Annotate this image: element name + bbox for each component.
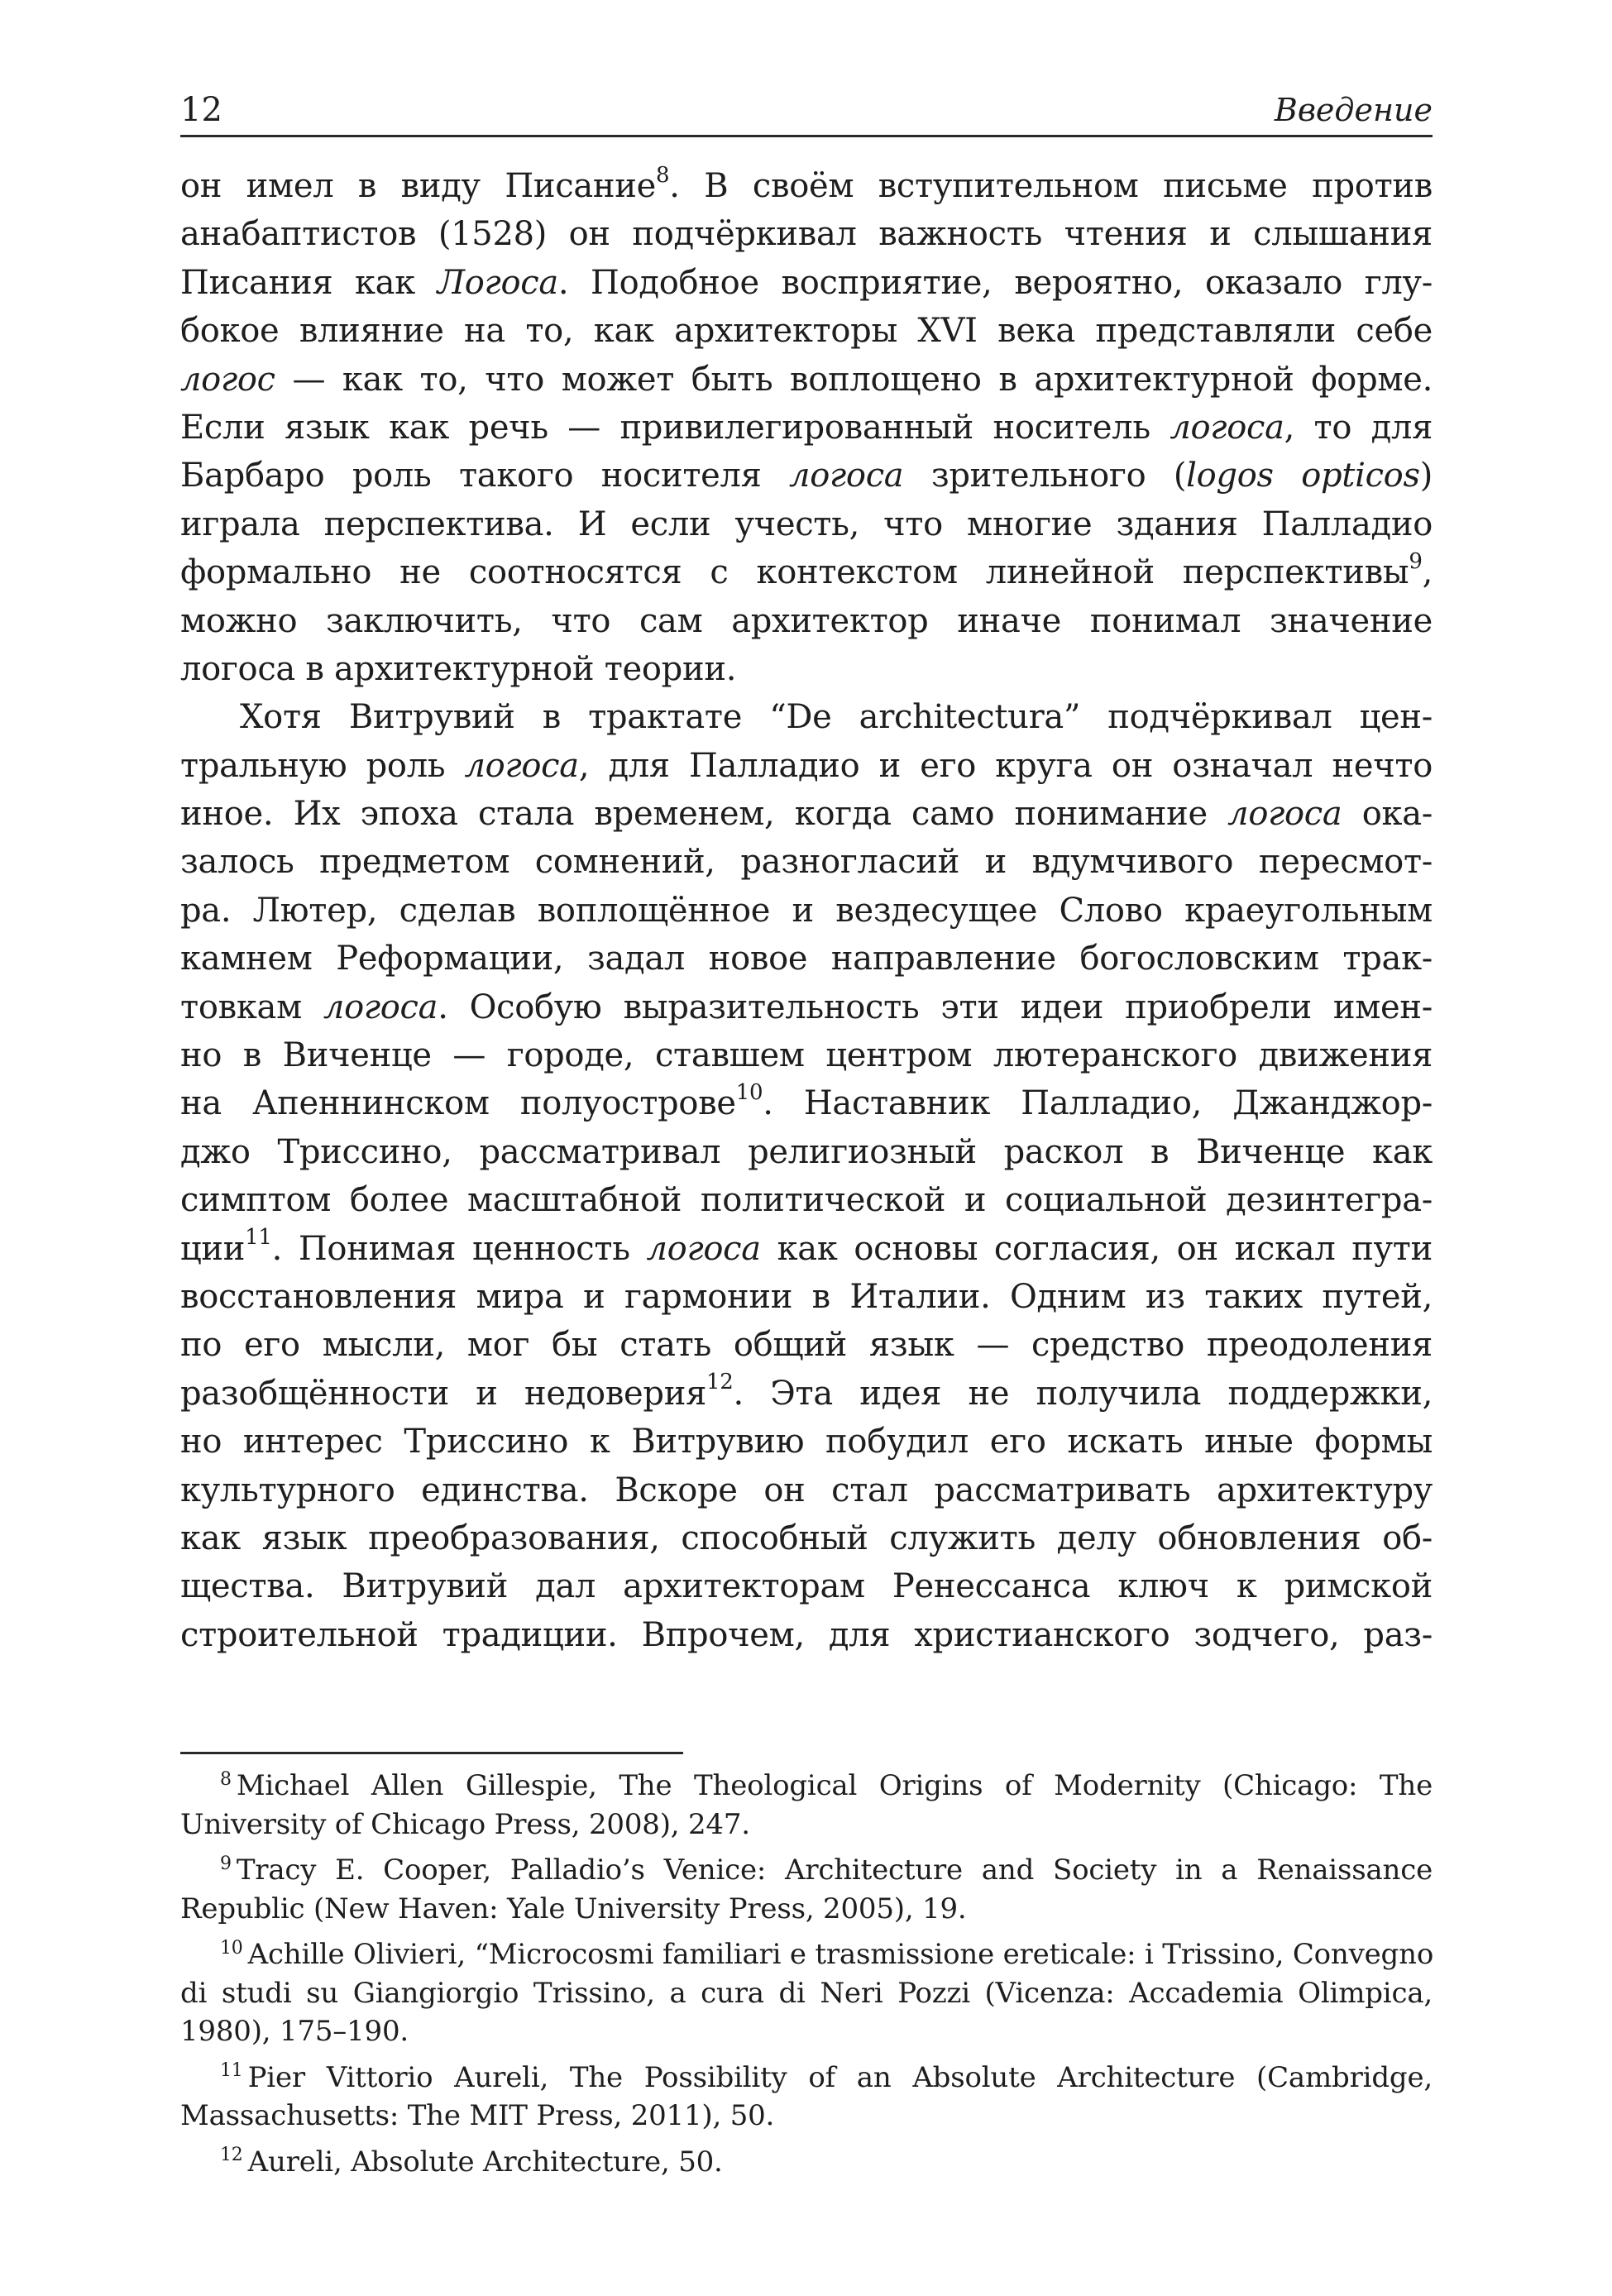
- footnote-line: 1980), 175–190.: [180, 2015, 409, 2048]
- text-line: культурного единства. Вскоре он стал рассматривать архитектуру: [180, 1471, 1433, 1509]
- footnote-line: Republic (New Haven: Yale University Press, 2005), 19.: [180, 1892, 967, 1925]
- text-line: Хотя Витрувий в трактате “De architectura” подчёркивал цен-: [240, 698, 1433, 737]
- text-line: бокое влияние на то, как архитекторы XVI века представляли себе: [180, 312, 1433, 351]
- text-line: но интерес Триссино к Витрувию побудил его искать иные формы: [180, 1423, 1433, 1461]
- text-line: джо Триссино, рассматривал религиозный раскол в Виченце как: [180, 1132, 1433, 1171]
- text-line: щества. Витрувий дал архитекторам Ренессанса ключ к римской: [180, 1567, 1433, 1606]
- text-line: как язык преобразования, способный служить делу обновления об-: [180, 1519, 1433, 1557]
- italic-term: логоса: [1227, 795, 1342, 834]
- text-line: ра. Лютер, сделав воплощённое и вездесущее Слово краеугольным: [180, 891, 1433, 930]
- footnote-line: $^8$ Michael Allen Gillespie, The Theological Origins of Modernity (Chicago: The: [220, 1768, 1433, 1802]
- text-line: логоса в архитектурной теории.: [180, 649, 737, 688]
- text-line: товкам логоса. Особую выразительность эти идеи приобрели имен-: [180, 988, 1433, 1026]
- section-title: Введение: [1274, 92, 1433, 128]
- text-line: играла перспектива. И если учесть, что многие здания Палладио: [180, 505, 1433, 543]
- text-line: Писания как Логоса. Подобное восприятие, вероятно, оказало глу-: [180, 263, 1433, 302]
- text-line: но в Виченце — городе, ставшем центром лютеранского движения: [180, 1036, 1433, 1075]
- footnotes: [180, 1767, 1433, 2188]
- footnote-mark: 8: [220, 1768, 232, 1790]
- paragraph: [180, 693, 1433, 1659]
- footnote-8: [180, 1767, 1433, 1844]
- italic-term: логоса: [323, 988, 438, 1026]
- footnote-ref[interactable]: 8: [656, 162, 670, 188]
- text-line: камнем Реформации, задал новое направление богословским трак-: [180, 940, 1433, 978]
- footnote-12: [180, 2143, 1433, 2182]
- italic-term: логоса: [789, 457, 904, 495]
- page-number: 12: [180, 91, 222, 129]
- footnote-ref[interactable]: 9: [1409, 548, 1423, 574]
- footnote-9: [180, 1851, 1433, 1928]
- footnote-ref[interactable]: 10: [735, 1080, 763, 1106]
- text-line: тральную роль логоса, для Палладио и его круга он означал нечто: [180, 746, 1433, 785]
- text-line: разобщённости и недоверия$^{12}$. Эта идея не получила поддержки,: [180, 1370, 1433, 1413]
- text-line: залось предметом сомнений, разногласий и вдумчивого пересмот-: [180, 843, 1433, 882]
- italic-term: логоса: [464, 746, 579, 785]
- footnote-ref[interactable]: 12: [706, 1370, 734, 1395]
- footnote-mark: 9: [220, 1853, 232, 1874]
- text-line: можно заключить, что сам архитектор иначе понимал значение: [180, 601, 1433, 640]
- footnote-mark: 10: [220, 1937, 243, 1959]
- italic-term: логоса: [1170, 408, 1284, 447]
- text-line: симптом более масштабной политической и социальной дезинтегра-: [180, 1181, 1433, 1220]
- footnote-mark: 11: [220, 2060, 243, 2082]
- text-line: строительной традиции. Впрочем, для христианского зодчего, раз-: [180, 1615, 1433, 1654]
- footnote-line: $^{11}$ Pier Vittorio Aureli, The Possibility of an Absolute Architecture (Cambridge,: [220, 2060, 1433, 2094]
- paragraph: [180, 162, 1433, 693]
- italic-term: logos opticos: [1186, 457, 1420, 495]
- text-line: на Апеннинском полуострове$^{10}$. Наставник Палладио, Джанджор-: [180, 1080, 1433, 1123]
- footnote-rule: [180, 1752, 683, 1754]
- text-line: иное. Их эпоха стала временем, когда само понимание логоса ока-: [180, 795, 1433, 834]
- text-line: Если язык как речь — привилегированный носитель логоса, то для: [180, 408, 1433, 447]
- text-line: по его мысли, мог бы стать общий язык — средство преодоления: [180, 1326, 1433, 1365]
- text-line: восстановления мира и гармонии в Италии. Одним из таких путей,: [180, 1277, 1433, 1316]
- text-line: анабаптистов (1528) он подчёркивал важность чтения и слышания: [180, 215, 1433, 254]
- main-text: [180, 162, 1433, 1659]
- footnote-line: $^{10}$ Achille Olivieri, “Microcosmi familiari e trasmissione ereticale: i Trissino, Convegno: [220, 1937, 1434, 1971]
- text-line: формально не соотносятся с контекстом линейной перспективы$^9$,: [180, 548, 1433, 592]
- running-head: [180, 83, 1433, 132]
- footnote-ref[interactable]: 11: [245, 1225, 272, 1251]
- header-rule: [180, 135, 1433, 137]
- text-line: Барбаро роль такого носителя логоса зрительного (logos opticos): [180, 457, 1433, 495]
- text-line: ции$^{11}$. Понимая ценность логоса как основы согласия, он искал пути: [180, 1225, 1433, 1268]
- italic-term: логос: [180, 360, 275, 399]
- text-line: логос — как то, что может быть воплощено в архитектурной форме.: [180, 360, 1433, 399]
- footnote-line: University of Chicago Press, 2008), 247.: [180, 1807, 750, 1841]
- footnote-line: $^{12}$ Aureli, Absolute Architecture, 50.: [220, 2145, 723, 2179]
- text-line: он имел в виду Писание$^8$. В своём вступительном письме против: [180, 162, 1433, 205]
- footnote-mark: 12: [220, 2145, 243, 2166]
- italic-term: логоса: [646, 1229, 761, 1268]
- footnote-11: [180, 2059, 1433, 2136]
- footnote-10: [180, 1935, 1433, 2051]
- italic-term: Логоса: [437, 263, 558, 302]
- footnote-line: Massachusetts: The MIT Press, 2011), 50.: [180, 2099, 775, 2132]
- footnote-line: di studi su Giangiorgio Trissino, a cura di Neri Pozzi (Vicenza: Accademia Olimpica,: [180, 1976, 1433, 2010]
- footnote-line: $^9$ Tracy E. Cooper, Palladio’s Venice: Architecture and Society in a Renaissance: [220, 1853, 1433, 1887]
